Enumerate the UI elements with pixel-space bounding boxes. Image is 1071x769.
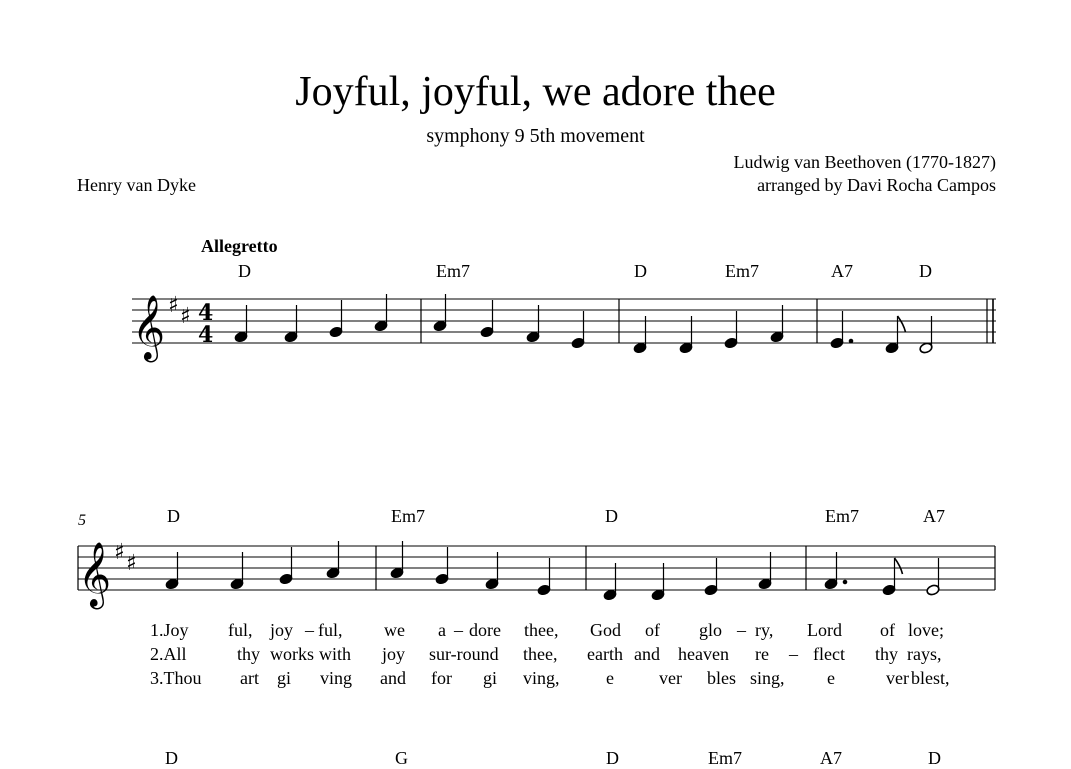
dot <box>843 580 847 584</box>
lyric-syllable: dore <box>469 620 501 640</box>
lyric-syllable: thee, <box>524 620 559 640</box>
chord-symbol: Em7 <box>708 748 742 768</box>
lyric-syllable: God <box>590 620 621 640</box>
time-signature-denominator: 4 <box>198 322 214 348</box>
lyric-syllable: we <box>384 620 405 640</box>
lyric-syllable: art <box>240 668 259 688</box>
lyric-syllable: re <box>755 644 769 664</box>
composer-credit: Ludwig van Beethoven (1770-1827) <box>733 152 996 172</box>
lyric-syllable: works <box>270 644 314 664</box>
lyric-syllable: ver <box>886 668 909 688</box>
chord-symbol: D <box>165 748 178 768</box>
poet-credit: Henry van Dyke <box>77 175 196 195</box>
lyric-syllable: heaven <box>678 644 729 664</box>
lyric-syllable: gi <box>277 668 292 688</box>
lyric-syllable: thy <box>237 644 261 664</box>
lyric-syllable: ving <box>320 668 353 688</box>
treble-clef-icon: 𝄞 <box>132 295 166 360</box>
chord-symbol: D <box>928 748 941 768</box>
lyric-syllable: of <box>880 620 895 640</box>
song-subtitle: symphony 9 5th movement <box>426 125 645 147</box>
sharp-icon: ♯ <box>114 540 125 565</box>
chord-symbol: D <box>605 506 618 526</box>
lyric-syllable: ry, <box>755 620 774 640</box>
chord-symbol: A7 <box>820 748 842 768</box>
lyric-syllable: joy <box>382 644 406 664</box>
lyric-syllable: joy <box>270 620 294 640</box>
song-title: Joyful, joyful, we adore thee <box>295 69 776 115</box>
lyric-syllable: and <box>380 668 406 688</box>
sharp-icon: ♯ <box>168 293 179 318</box>
lyric-syllable: ver <box>659 668 682 688</box>
sharp-icon: ♯ <box>180 304 191 329</box>
lyric-syllable: e <box>827 668 835 688</box>
lyric-hyphen: – <box>789 644 798 664</box>
lyric-syllable: gi <box>483 668 498 688</box>
time-signature-numerator: 4 <box>198 300 214 326</box>
chord-symbol: D <box>634 261 647 281</box>
lyric-hyphen: – <box>454 620 463 640</box>
sharp-icon: ♯ <box>126 551 137 576</box>
chord-symbol: D <box>167 506 180 526</box>
lyric-syllable: blest, <box>911 668 950 688</box>
lyric-syllable: with <box>319 644 352 664</box>
lyric-syllable: flect <box>813 644 845 664</box>
lyric-syllable: thy <box>875 644 899 664</box>
chord-symbol: A7 <box>923 506 945 526</box>
staff-system-2 <box>78 546 995 590</box>
lyric-syllable: for <box>431 668 452 688</box>
lyric-syllable: 3.Thou <box>150 668 202 688</box>
chord-symbol: Em7 <box>725 261 759 281</box>
lyric-syllable: 1.Joy <box>150 620 189 640</box>
lyric-syllable: a <box>438 620 446 640</box>
notes-system-2 <box>165 541 940 601</box>
chord-symbol: D <box>238 261 251 281</box>
measure-number: 5 <box>78 512 86 529</box>
lyric-syllable: bles <box>707 668 736 688</box>
lyric-hyphen: – <box>737 620 746 640</box>
chord-symbol: Em7 <box>825 506 859 526</box>
lyric-syllable: sur-round <box>429 644 499 664</box>
lyric-syllable: love; <box>908 620 944 640</box>
lyric-syllable: Lord <box>807 620 842 640</box>
chord-symbol: G <box>395 748 408 768</box>
chord-symbol: D <box>919 261 932 281</box>
lyric-syllable: and <box>634 644 660 664</box>
flag <box>898 316 906 332</box>
arranger-credit: arranged by Davi Rocha Campos <box>757 175 996 195</box>
lyric-syllable: sing, <box>750 668 785 688</box>
tempo-marking: Allegretto <box>201 236 278 256</box>
notes-system-1 <box>234 294 933 354</box>
chord-symbol: A7 <box>831 261 853 281</box>
lyric-syllable: ving, <box>523 668 560 688</box>
lyric-syllable: of <box>645 620 660 640</box>
lyric-syllable: rays, <box>907 644 942 664</box>
lyric-syllable: earth <box>587 644 623 664</box>
lyric-syllable: ful, <box>318 620 343 640</box>
flag <box>895 558 903 574</box>
dot <box>849 339 853 343</box>
staff-system-1 <box>132 299 996 343</box>
lyric-syllable: glo <box>699 620 723 640</box>
treble-clef-icon: 𝄞 <box>78 542 112 607</box>
lyric-syllable: thee, <box>523 644 558 664</box>
lyric-syllable: ful, <box>228 620 253 640</box>
chord-symbol: D <box>606 748 619 768</box>
chord-symbol: Em7 <box>391 506 425 526</box>
lyric-hyphen: – <box>305 620 314 640</box>
chord-symbol: Em7 <box>436 261 470 281</box>
lyric-syllable: 2.All <box>150 644 187 664</box>
lyric-syllable: e <box>606 668 614 688</box>
